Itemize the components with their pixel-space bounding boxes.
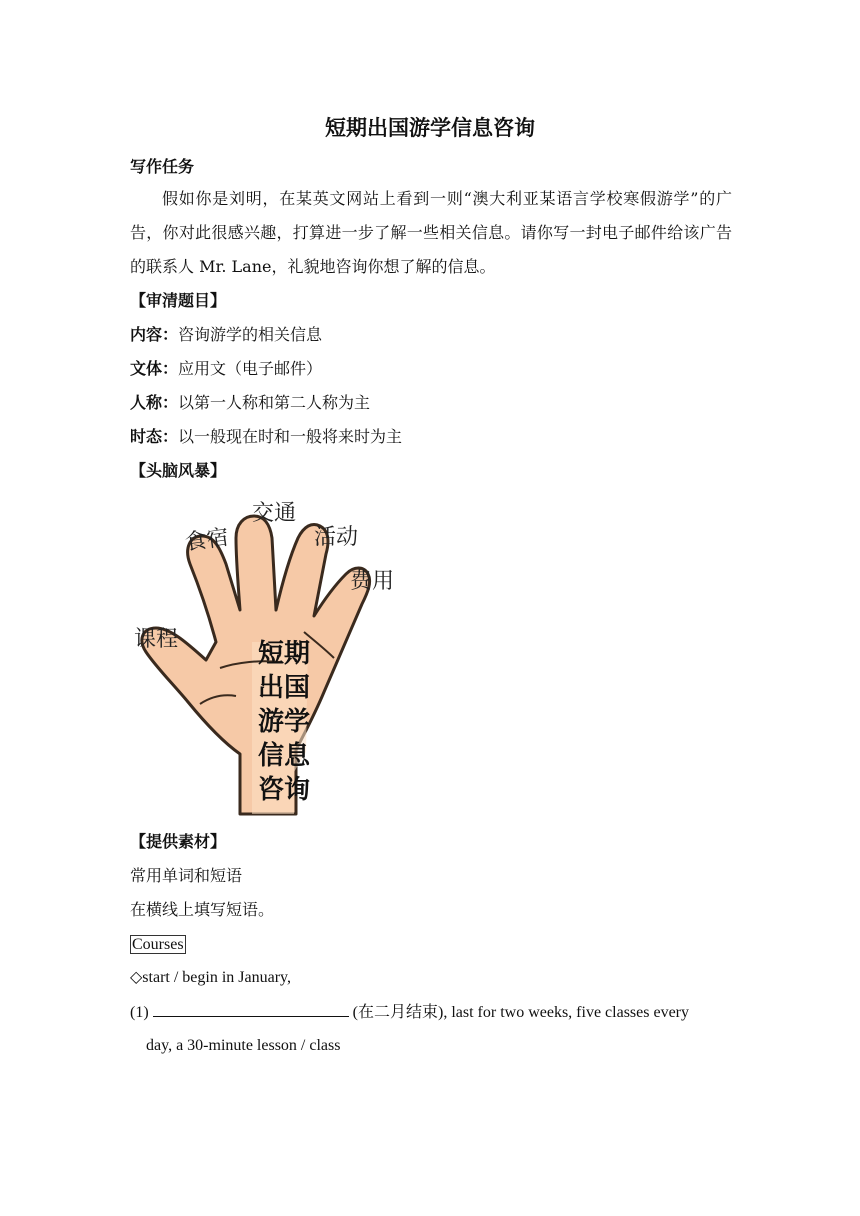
course-item-1-continued: day, a 30-minute lesson / class [146, 1037, 341, 1054]
item-hint: (在二月结束), last for two weeks, five classes every [352, 1004, 690, 1021]
review-value: 以一般现在时和一般将来时为主 [178, 427, 403, 446]
review-label: 内容： [130, 325, 179, 344]
courses-label: Courses [132, 936, 184, 953]
finger-label-activities: 活动 [314, 525, 359, 550]
finger-label-accommodation: 食宿 [183, 525, 231, 556]
palm-text-line: 游学 [258, 707, 311, 737]
hand-illustration [128, 492, 418, 816]
palm-text-line: 出国 [258, 673, 311, 703]
task-heading: 写作任务 [130, 157, 195, 176]
review-label: 文体： [130, 359, 179, 378]
palm-text-line: 短期 [258, 639, 311, 669]
review-item-style [130, 359, 322, 379]
finger-label-courses: 课程 [134, 627, 179, 652]
review-item-person [130, 393, 370, 413]
review-value: 以第一人称和第二人称为主 [178, 393, 371, 412]
materials-line-1: 常用单词和短语 [130, 866, 243, 885]
review-value: 咨询游学的相关信息 [178, 325, 323, 344]
course-item-start: ◇start / begin in January, [130, 969, 292, 986]
task-paragraph: 假如你是刘明，在某英文网站上看到一则“澳大利亚某语言学校寒假游学”的广告，你对此很感兴趣，打算进一步了解一些相关信息。请你写一封电子邮件给该广告的联系人 Mr. Lane，礼貌地咨询你想了解的信息。 [130, 189, 732, 276]
materials-heading: 【提供素材】 [130, 832, 227, 851]
finger-label-costs: 费用 [350, 569, 395, 594]
fill-blank-line[interactable] [153, 1002, 349, 1017]
course-item-1 [130, 1002, 689, 1023]
review-label: 时态： [130, 427, 179, 446]
finger-label-transport: 交通 [252, 501, 297, 526]
item-number: (1) [130, 1004, 149, 1021]
review-label: 人称： [130, 393, 179, 412]
palm-text-line: 信息 [258, 741, 311, 771]
brainstorm-heading: 【头脑风暴】 [130, 461, 227, 480]
review-item-tense [130, 427, 402, 447]
palm-text-line: 咨询 [258, 775, 311, 805]
review-item-content [130, 325, 322, 345]
review-heading: 【审清题目】 [130, 291, 227, 310]
page-title: 短期出国游学信息咨询 [325, 116, 535, 140]
review-value: 应用文（电子邮件） [178, 359, 323, 378]
courses-label-row [130, 934, 186, 955]
materials-line-2: 在横线上填写短语。 [130, 900, 275, 919]
